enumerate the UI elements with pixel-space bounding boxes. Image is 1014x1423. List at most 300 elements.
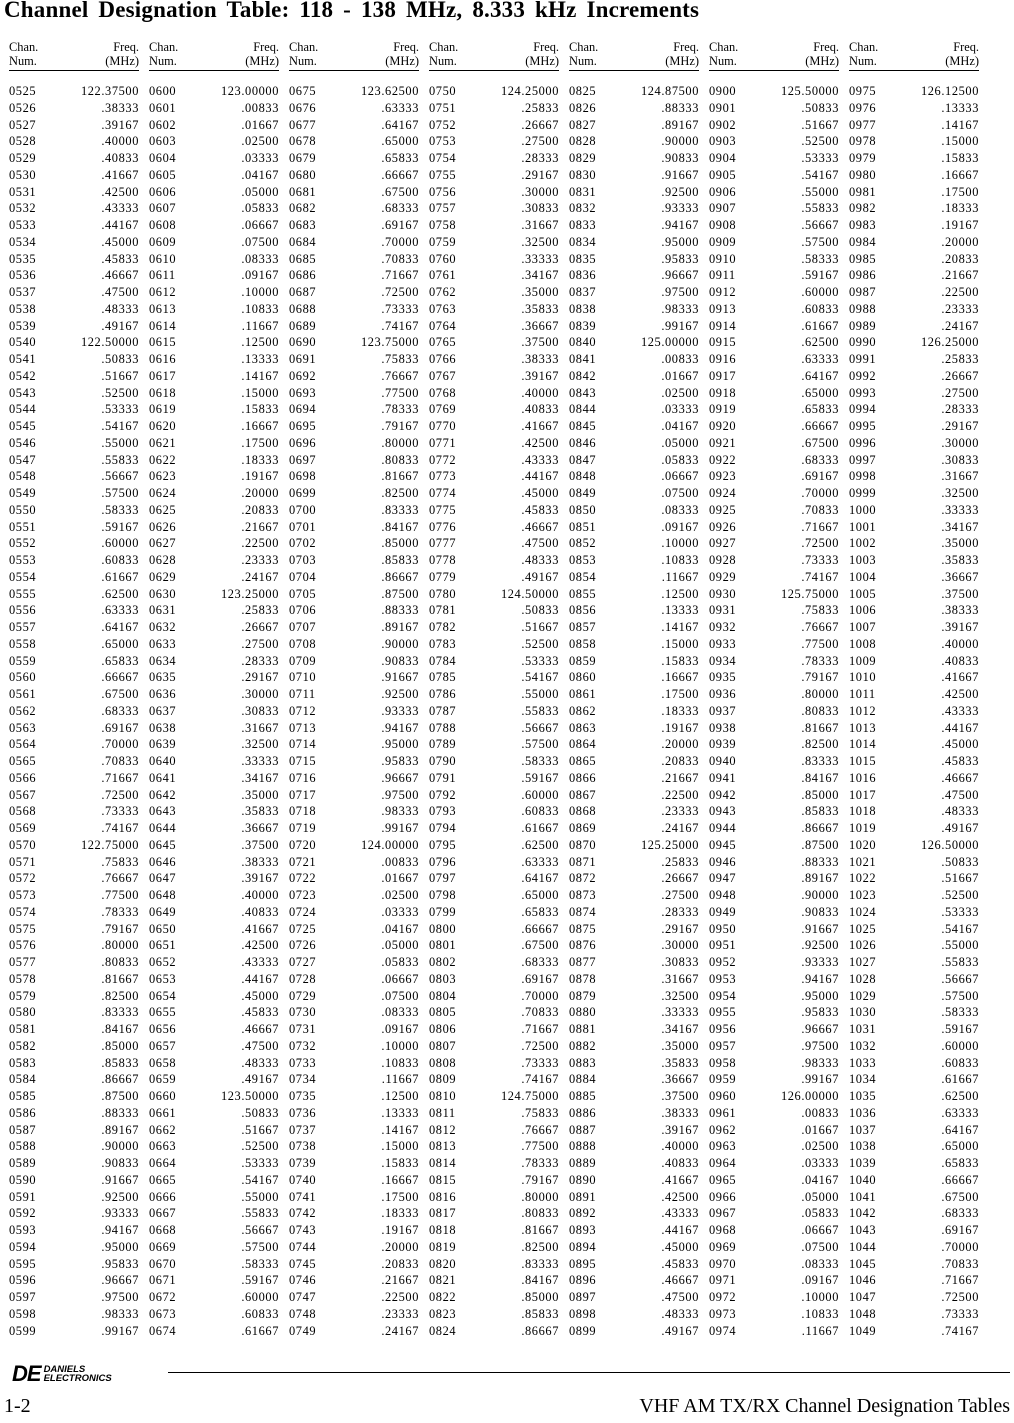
column-header — [289, 40, 419, 71]
frequency-value: .45000 — [241, 988, 279, 1003]
channel-number: 0788 — [429, 720, 457, 735]
channel-number: 0583 — [9, 1055, 37, 1070]
frequency-value: .92500 — [661, 184, 699, 199]
table-row — [849, 1306, 979, 1323]
frequency-value: .00833 — [801, 1105, 839, 1120]
table-row — [429, 502, 559, 519]
channel-number: 0785 — [429, 670, 457, 685]
table-row — [709, 636, 839, 653]
table-row — [709, 703, 839, 720]
frequency-value: .16667 — [661, 670, 699, 685]
table-row — [429, 485, 559, 502]
channel-number: 0608 — [149, 218, 177, 232]
table-row — [149, 334, 279, 351]
table-row — [709, 552, 839, 569]
table-row — [849, 1189, 979, 1206]
table-row — [569, 435, 699, 452]
frequency-value: .09167 — [801, 1273, 839, 1288]
frequency-value: .20000 — [241, 486, 279, 500]
channel-number: 0726 — [289, 938, 317, 953]
channel-number: 1029 — [849, 988, 877, 1003]
channel-number: 0857 — [569, 620, 597, 634]
frequency-value: .40000 — [661, 1139, 699, 1154]
channel-number: 0886 — [569, 1105, 597, 1120]
table-row — [289, 753, 419, 770]
channel-number: 0663 — [149, 1139, 177, 1154]
table-row — [429, 1323, 559, 1340]
table-row — [709, 1105, 839, 1122]
frequency-value: .23333 — [381, 1306, 419, 1321]
frequency-value: .38333 — [661, 1105, 699, 1120]
channel-number: 0991 — [849, 352, 877, 366]
channel-number: 0892 — [569, 1206, 597, 1221]
table-row — [429, 1189, 559, 1206]
channel-number: 0680 — [289, 167, 317, 182]
frequency-value: .95833 — [801, 1005, 839, 1020]
channel-number: 0592 — [9, 1206, 37, 1221]
frequency-value: 123.62500 — [360, 84, 419, 98]
frequency-header: Freq. (MHz) — [385, 40, 419, 68]
table-row — [9, 1306, 139, 1323]
channel-number: 0695 — [289, 419, 317, 433]
table-row — [289, 954, 419, 971]
table-row — [429, 1004, 559, 1021]
table-row — [569, 184, 699, 201]
table-row — [9, 351, 139, 368]
frequency-value: .91667 — [381, 670, 419, 685]
table-row — [709, 234, 839, 251]
frequency-value: .60833 — [101, 553, 139, 567]
table-row — [849, 351, 979, 368]
channel-number: 0651 — [149, 938, 177, 953]
channel-number: 0797 — [429, 871, 457, 886]
table-row — [569, 100, 699, 117]
frequency-value: .55000 — [101, 435, 139, 450]
channel-number: 0804 — [429, 988, 457, 1003]
channel-number: 0837 — [569, 285, 597, 299]
channel-number: 0793 — [429, 804, 457, 819]
channel-number: 0898 — [569, 1306, 597, 1321]
table-row — [849, 1155, 979, 1172]
frequency-value: .05000 — [241, 184, 279, 199]
frequency-value: .80000 — [101, 938, 139, 953]
frequency-value: 122.37500 — [80, 84, 139, 98]
table-row — [569, 770, 699, 787]
table-row — [9, 502, 139, 519]
frequency-value: .09167 — [241, 268, 279, 283]
table-row — [569, 1071, 699, 1088]
channel-number: 0802 — [429, 955, 457, 969]
frequency-value: .72500 — [101, 787, 139, 802]
frequency-value: .77500 — [801, 636, 839, 651]
table-row — [289, 1272, 419, 1289]
channel-number: 0724 — [289, 904, 317, 919]
frequency-value: .10000 — [381, 1038, 419, 1053]
frequency-value: .52500 — [521, 636, 559, 651]
frequency-value: .15000 — [661, 636, 699, 651]
channel-number: 0924 — [709, 486, 737, 500]
frequency-value: 126.25000 — [920, 335, 979, 350]
frequency-value: .90000 — [381, 636, 419, 651]
frequency-value: .30000 — [941, 435, 979, 450]
channel-number: 1046 — [849, 1273, 877, 1288]
frequency-value: .28333 — [941, 402, 979, 417]
table-row — [709, 1289, 839, 1306]
channel-number: 0965 — [709, 1172, 737, 1187]
frequency-value: 123.50000 — [220, 1089, 279, 1103]
channel-number: 1017 — [849, 787, 877, 802]
channel-number: 0563 — [9, 720, 37, 735]
channel-number: 0983 — [849, 218, 877, 232]
frequency-value: .39167 — [661, 1122, 699, 1137]
table-row — [709, 921, 839, 938]
frequency-value: .79167 — [101, 921, 139, 936]
frequency-value: .67500 — [381, 184, 419, 199]
channel-number: 0819 — [429, 1239, 457, 1254]
channel-number: 0747 — [289, 1290, 317, 1304]
channel-number: 0591 — [9, 1189, 37, 1204]
frequency-value: .79167 — [801, 670, 839, 685]
channel-number: 0878 — [569, 971, 597, 986]
channel-number: 0968 — [709, 1223, 737, 1237]
channel-number: 0907 — [709, 201, 737, 216]
channel-number: 0910 — [709, 251, 737, 266]
table-row — [289, 368, 419, 385]
frequency-value: .02500 — [801, 1139, 839, 1154]
table-row — [429, 736, 559, 753]
table-row — [709, 971, 839, 988]
table-row — [289, 334, 419, 351]
channel-header: Chan. Num. — [429, 40, 459, 68]
channel-number: 0601 — [149, 100, 177, 115]
channel-number: 0571 — [9, 854, 37, 869]
channel-number: 0867 — [569, 787, 597, 802]
table-row — [9, 619, 139, 636]
frequency-value: .95000 — [381, 737, 419, 752]
table-row — [429, 200, 559, 217]
table-row — [9, 1088, 139, 1105]
table-row — [9, 234, 139, 251]
channel-number: 0868 — [569, 804, 597, 819]
frequency-value: .67500 — [941, 1189, 979, 1204]
channel-number: 0947 — [709, 871, 737, 886]
frequency-value: .35833 — [661, 1055, 699, 1070]
table-row — [429, 535, 559, 552]
frequency-value: .36667 — [241, 821, 279, 835]
frequency-value: .52500 — [941, 888, 979, 902]
frequency-value: .99167 — [101, 1323, 139, 1338]
channel-number: 0921 — [709, 435, 737, 450]
frequency-value: .20000 — [661, 737, 699, 752]
table-row — [709, 1071, 839, 1088]
frequency-value: .68333 — [101, 703, 139, 718]
table-row — [709, 1155, 839, 1172]
channel-number: 0832 — [569, 201, 597, 216]
table-row — [289, 301, 419, 318]
frequency-value: .96667 — [801, 1022, 839, 1036]
frequency-value: .20000 — [381, 1239, 419, 1254]
channel-number: 0951 — [709, 938, 737, 953]
channel-number: 0631 — [149, 603, 177, 618]
frequency-value: .47500 — [521, 536, 559, 551]
channel-number: 0987 — [849, 285, 877, 299]
frequency-value: .15833 — [941, 151, 979, 165]
frequency-value: .16667 — [381, 1172, 419, 1187]
channel-number: 0720 — [289, 837, 317, 852]
table-row — [9, 1055, 139, 1072]
frequency-value: .58333 — [521, 754, 559, 768]
frequency-value: .58333 — [941, 1005, 979, 1020]
frequency-value: .25833 — [241, 603, 279, 618]
channel-number: 0838 — [569, 301, 597, 316]
table-row — [849, 117, 979, 134]
table-row — [569, 1138, 699, 1155]
table-row — [9, 1038, 139, 1055]
table-row — [289, 770, 419, 787]
table-row — [849, 217, 979, 234]
frequency-value: .45000 — [521, 486, 559, 500]
channel-number: 0915 — [709, 335, 737, 350]
channel-number: 0702 — [289, 536, 317, 551]
channel-number: 0718 — [289, 804, 317, 819]
channel-number: 0645 — [149, 837, 177, 852]
table-row — [429, 117, 559, 134]
frequency-value: .59167 — [941, 1022, 979, 1036]
table-row — [289, 117, 419, 134]
channel-number: 0970 — [709, 1256, 737, 1271]
table-row — [149, 301, 279, 318]
table-row — [289, 418, 419, 435]
table-row — [429, 803, 559, 820]
frequency-value: .68333 — [801, 452, 839, 467]
channel-number: 0621 — [149, 435, 177, 450]
footer-rule — [168, 1372, 1010, 1373]
table-row — [9, 803, 139, 820]
frequency-value: .75833 — [521, 1105, 559, 1120]
frequency-value: .07500 — [801, 1239, 839, 1254]
table-row — [289, 284, 419, 301]
table-row — [9, 452, 139, 469]
channel-number: 0649 — [149, 904, 177, 919]
frequency-value: .78333 — [101, 904, 139, 919]
channel-number: 0560 — [9, 670, 37, 685]
channel-number: 0795 — [429, 837, 457, 852]
table-row — [569, 1205, 699, 1222]
table-row — [149, 619, 279, 636]
channel-number: 0598 — [9, 1306, 37, 1321]
frequency-value: .59167 — [521, 770, 559, 785]
frequency-value: .84167 — [521, 1273, 559, 1288]
frequency-value: .38333 — [941, 603, 979, 618]
table-row — [569, 200, 699, 217]
table-row — [9, 820, 139, 837]
channel-number: 0688 — [289, 301, 317, 316]
channel-number: 0765 — [429, 335, 457, 350]
table-row — [289, 787, 419, 804]
table-row — [9, 1172, 139, 1189]
table-row — [849, 736, 979, 753]
table-row — [849, 200, 979, 217]
frequency-value: .29167 — [521, 167, 559, 182]
channel-number: 1004 — [849, 569, 877, 584]
frequency-header: Freq. (MHz) — [945, 40, 979, 68]
channel-number: 0616 — [149, 352, 177, 366]
table-row — [709, 1323, 839, 1340]
table-row — [289, 720, 419, 737]
table-row — [709, 117, 839, 134]
channel-number: 0740 — [289, 1172, 317, 1187]
channel-number: 0668 — [149, 1223, 177, 1237]
frequency-value: .84167 — [381, 519, 419, 534]
table-row — [289, 468, 419, 485]
table-row — [429, 234, 559, 251]
channel-number: 1023 — [849, 888, 877, 902]
channel-number: 1022 — [849, 871, 877, 886]
channel-number: 0739 — [289, 1156, 317, 1170]
frequency-value: .60000 — [521, 787, 559, 802]
channel-number: 0963 — [709, 1139, 737, 1154]
frequency-value: .74167 — [101, 821, 139, 835]
channel-number: 0935 — [709, 670, 737, 685]
table-row — [709, 1088, 839, 1105]
frequency-value: .71667 — [941, 1273, 979, 1288]
frequency-header: Freq. (MHz) — [525, 40, 559, 68]
channel-number: 0527 — [9, 117, 37, 132]
channel-number: 1007 — [849, 620, 877, 634]
frequency-value: .96667 — [381, 770, 419, 785]
column-header — [849, 40, 979, 71]
table-row — [289, 351, 419, 368]
table-row — [569, 870, 699, 887]
table-row — [149, 452, 279, 469]
channel-number: 0827 — [569, 117, 597, 132]
frequency-value: .91667 — [801, 921, 839, 936]
channel-number: 0703 — [289, 553, 317, 567]
table-row — [849, 921, 979, 938]
channel-number: 0895 — [569, 1256, 597, 1271]
frequency-value: .22500 — [661, 787, 699, 802]
table-row — [289, 1323, 419, 1340]
channel-number: 0888 — [569, 1139, 597, 1154]
frequency-value: .27500 — [661, 888, 699, 902]
table-row — [849, 1172, 979, 1189]
channel-number: 0930 — [709, 586, 737, 601]
frequency-value: .72500 — [801, 536, 839, 551]
table-row — [709, 1306, 839, 1323]
table-row — [149, 234, 279, 251]
frequency-value: .06667 — [241, 218, 279, 232]
channel-number: 1013 — [849, 720, 877, 735]
channel-number: 0938 — [709, 720, 737, 735]
frequency-value: .07500 — [241, 234, 279, 249]
table-row — [9, 418, 139, 435]
frequency-value: .70833 — [801, 502, 839, 517]
table-row — [289, 1138, 419, 1155]
frequency-value: .93333 — [381, 703, 419, 718]
table-row — [9, 1239, 139, 1256]
frequency-value: .10000 — [661, 536, 699, 551]
channel-number: 0574 — [9, 904, 37, 919]
channel-number: 0723 — [289, 888, 317, 902]
frequency-value: .43333 — [241, 955, 279, 969]
table-row — [429, 217, 559, 234]
frequency-value: .55000 — [241, 1189, 279, 1204]
channel-number: 0760 — [429, 251, 457, 266]
frequency-value: .55000 — [801, 184, 839, 199]
frequency-value: .66667 — [101, 670, 139, 685]
frequency-value: .71667 — [381, 268, 419, 283]
table-row — [849, 954, 979, 971]
channel-number: 1015 — [849, 754, 877, 768]
channel-number: 0982 — [849, 201, 877, 216]
frequency-value: .27500 — [521, 134, 559, 149]
table-row — [849, 318, 979, 335]
frequency-value: .85000 — [101, 1038, 139, 1053]
channel-header: Chan. Num. — [9, 40, 39, 68]
table-row — [709, 653, 839, 670]
frequency-value: .75833 — [101, 854, 139, 869]
table-row — [569, 1088, 699, 1105]
frequency-value: .28333 — [241, 653, 279, 668]
frequency-value: .93333 — [801, 955, 839, 969]
channel-number: 0689 — [289, 318, 317, 333]
channel-number: 0540 — [9, 335, 37, 350]
table-row — [149, 435, 279, 452]
channel-number: 0763 — [429, 301, 457, 316]
channel-number: 0691 — [289, 352, 317, 366]
table-row — [849, 267, 979, 284]
table-row — [709, 334, 839, 351]
frequency-value: .81667 — [801, 720, 839, 735]
frequency-value: .96667 — [101, 1273, 139, 1288]
table-row — [149, 1289, 279, 1306]
table-row — [9, 468, 139, 485]
table-row — [429, 552, 559, 569]
table-row — [289, 535, 419, 552]
table-row — [849, 368, 979, 385]
frequency-value: .69167 — [801, 469, 839, 484]
frequency-value: .47500 — [941, 787, 979, 802]
channel-number: 0884 — [569, 1072, 597, 1087]
channel-number: 0799 — [429, 904, 457, 919]
table-row — [569, 1004, 699, 1021]
frequency-value: .63333 — [381, 100, 419, 115]
table-row — [289, 1172, 419, 1189]
channel-number: 0908 — [709, 218, 737, 232]
channel-number: 0536 — [9, 268, 37, 283]
table-row — [429, 954, 559, 971]
table-row — [709, 435, 839, 452]
table-row — [569, 703, 699, 720]
channel-number: 0729 — [289, 988, 317, 1003]
frequency-value: .11667 — [801, 1323, 839, 1338]
frequency-value: .25833 — [941, 352, 979, 366]
channel-number: 0602 — [149, 117, 177, 132]
channel-number: 0633 — [149, 636, 177, 651]
frequency-value: .45833 — [101, 251, 139, 266]
table-row — [849, 519, 979, 536]
frequency-value: 124.00000 — [360, 837, 419, 852]
table-row — [709, 1055, 839, 1072]
channel-number: 0955 — [709, 1005, 737, 1020]
channel-number: 1042 — [849, 1206, 877, 1221]
logo-line2: ELECTRONICS — [43, 1373, 112, 1384]
channel-number: 0789 — [429, 737, 457, 752]
channel-number: 0969 — [709, 1239, 737, 1254]
table-row — [569, 351, 699, 368]
table-row — [569, 803, 699, 820]
channel-number: 0851 — [569, 519, 597, 534]
